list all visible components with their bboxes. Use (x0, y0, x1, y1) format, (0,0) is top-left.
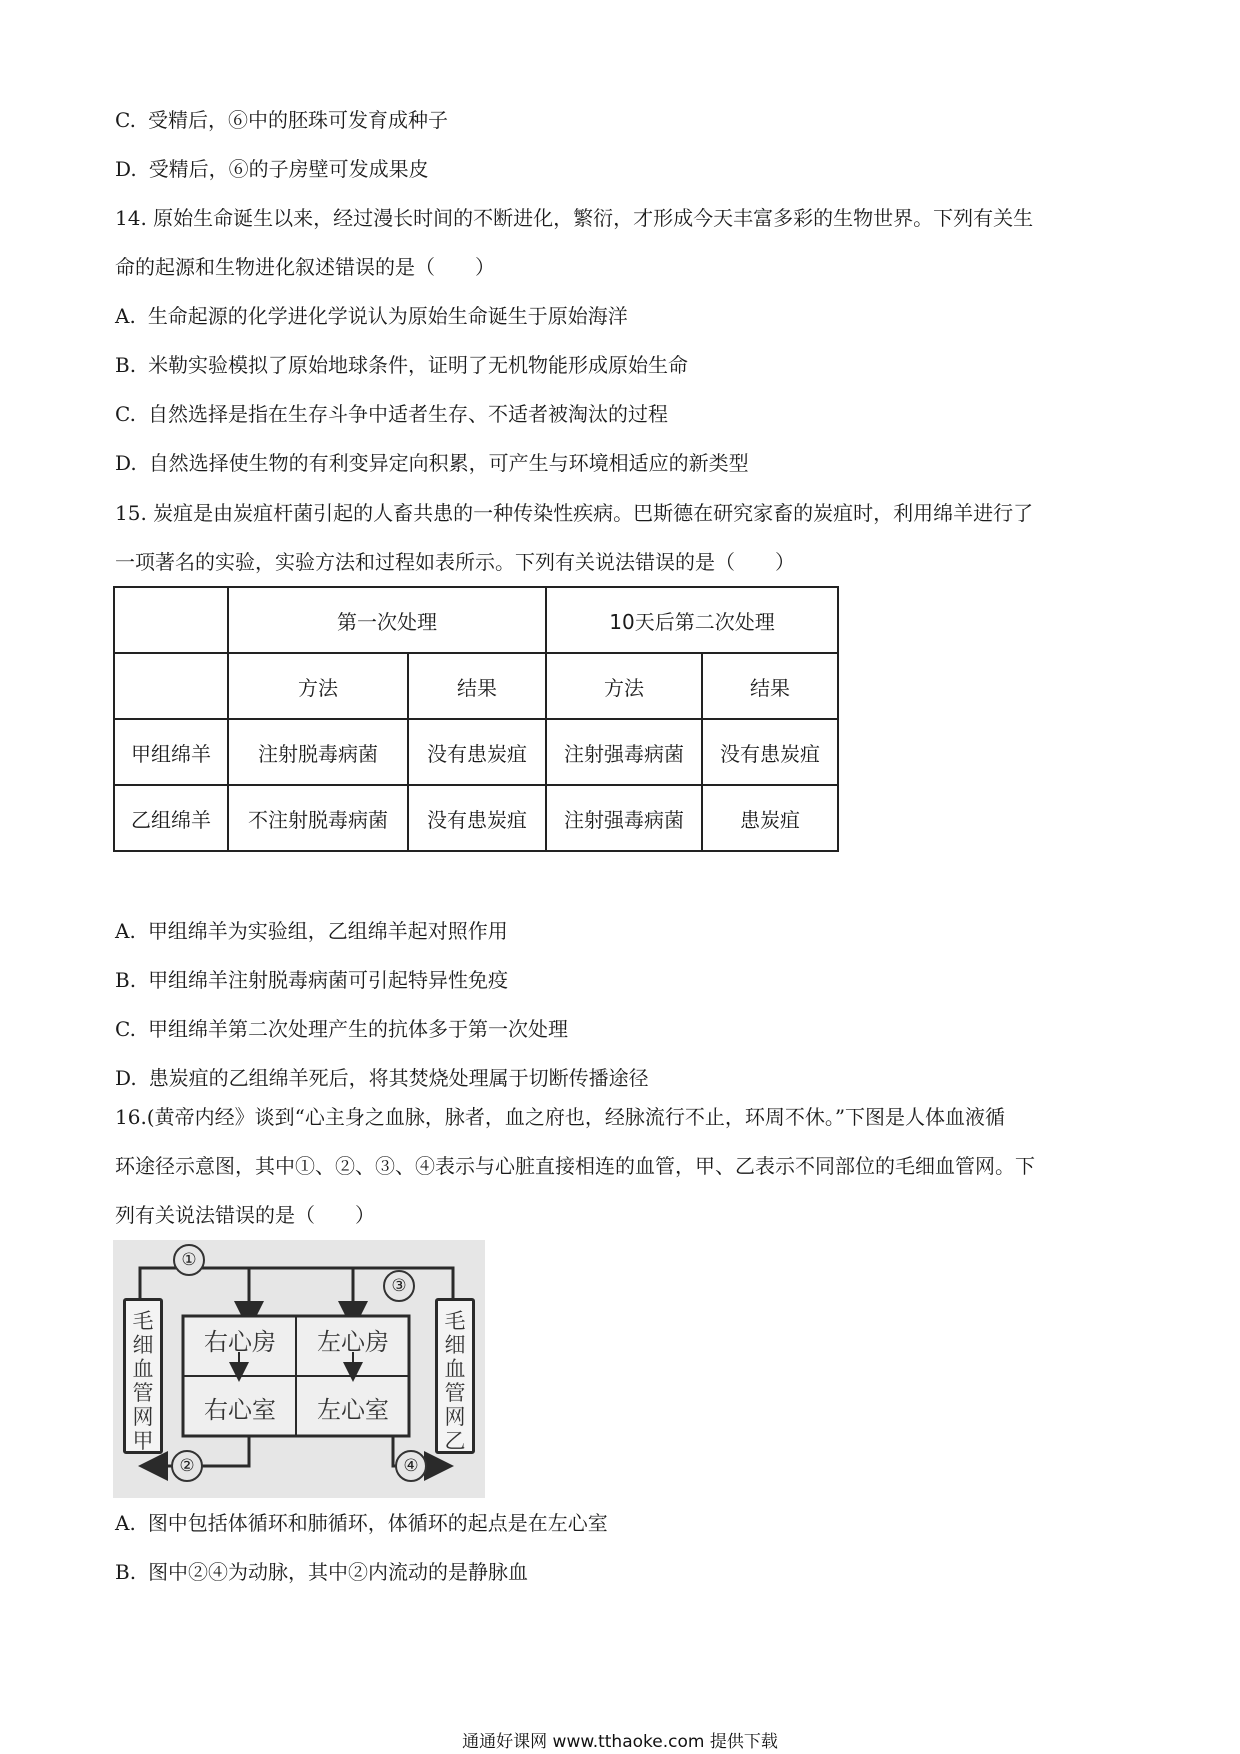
table-cell: 注射强毒病菌 (546, 719, 702, 785)
q16-stem: 16.(黄帝内经》谈到“心主身之血脉，脉者，血之府也，经脉流行不止，环周不休。”下图是人体血液循 (115, 1105, 1006, 1129)
q15-option-d: D. 患炭疽的乙组绵羊死后，将其焚烧处理属于切断传播途径 (115, 1066, 649, 1090)
table-header-first-treatment: 第一次处理 (228, 587, 546, 653)
capillary-network-right: 毛细血管网乙 (435, 1298, 475, 1454)
table-subheader-result: 结果 (702, 653, 838, 719)
circulation-lines (113, 1240, 485, 1498)
q14-option-c: C. 自然选择是指在生存斗争中适者生存、不适者被淘汰的过程 (115, 402, 668, 426)
q15-option-c: C. 甲组绵羊第二次处理产生的抗体多于第一次处理 (115, 1017, 568, 1041)
table-cell (114, 653, 228, 719)
table-cell: 乙组绵羊 (114, 785, 228, 851)
q14-option-b: B. 米勒实验模拟了原始地球条件，证明了无机物能形成原始生命 (115, 353, 689, 377)
table-subheader-result: 结果 (408, 653, 546, 719)
q14-option-a: A. 生命起源的化学进化学说认为原始生命诞生于原始海洋 (115, 304, 628, 328)
q14-stem-cont: 命的起源和生物进化叙述错误的是（ ） (115, 255, 495, 279)
q16-stem-cont: 环途径示意图，其中①、②、③、④表示与心脏直接相连的血管，甲、乙表示不同部位的毛细血管网。下 (115, 1154, 1035, 1178)
table-cell: 注射脱毒病菌 (228, 719, 408, 785)
capillary-network-left: 毛细血管网甲 (123, 1298, 163, 1454)
table-cell: 不注射脱毒病菌 (228, 785, 408, 851)
left-atrium-label: 左心房 (317, 1328, 389, 1356)
q15-option-b: B. 甲组绵羊注射脱毒病菌可引起特异性免疫 (115, 968, 509, 992)
q14-option-d: D. 自然选择使生物的有利变异定向积累，可产生与环境相适应的新类型 (115, 451, 749, 475)
table-cell: 没有患炭疽 (408, 719, 546, 785)
right-ventricle-label: 右心室 (204, 1396, 276, 1424)
q13-option-d: D. 受精后，⑥的子房壁可发成果皮 (115, 157, 429, 181)
q16-option-a: A. 图中包括体循环和肺循环，体循环的起点是在左心室 (115, 1511, 608, 1535)
table-row (114, 785, 838, 851)
q13-option-c: C. 受精后，⑥中的胚珠可发育成种子 (115, 108, 448, 132)
table-cell: 注射强毒病菌 (546, 785, 702, 851)
q15-option-a: A. 甲组绵羊为实验组，乙组绵羊起对照作用 (115, 919, 508, 943)
right-atrium-label: 右心房 (204, 1328, 276, 1356)
experiment-table (113, 586, 839, 852)
q15-stem: 15. 炭疽是由炭疽杆菌引起的人畜共患的一种传染性疾病。巴斯德在研究家畜的炭疽时，利用绵羊进行了 (115, 501, 1034, 525)
table-cell: 没有患炭疽 (408, 785, 546, 851)
left-ventricle-label: 左心室 (317, 1396, 389, 1424)
q14-stem: 14. 原始生命诞生以来，经过漫长时间的不断进化，繁衍，才形成今天丰富多彩的生物世界。下列有关生 (115, 206, 1034, 230)
table-header-row (114, 587, 838, 653)
page-footer: 通通好课网 www.tthaoke.com 提供下载 (462, 1732, 778, 1752)
q15-stem-cont: 一项著名的实验，实验方法和过程如表所示。下列有关说法错误的是（ ） (115, 550, 795, 574)
table-cell: 没有患炭疽 (702, 719, 838, 785)
table-cell: 甲组绵羊 (114, 719, 228, 785)
table-subheader-method: 方法 (546, 653, 702, 719)
q16-stem-cont2: 列有关说法错误的是（ ） (115, 1203, 375, 1227)
vessel-1-label: ① (173, 1244, 205, 1276)
vessel-2-label: ② (171, 1450, 203, 1482)
vessel-4-label: ④ (395, 1450, 427, 1482)
table-subheader-method: 方法 (228, 653, 408, 719)
vessel-3-label: ③ (383, 1270, 415, 1302)
table-subheader-row (114, 653, 838, 719)
table-corner-cell (114, 587, 228, 653)
table-header-second-treatment: 10天后第二次处理 (546, 587, 838, 653)
table-cell: 患炭疽 (702, 785, 838, 851)
q16-option-b: B. 图中②④为动脉，其中②内流动的是静脉血 (115, 1560, 529, 1584)
blood-circulation-diagram (113, 1240, 485, 1498)
table-row (114, 719, 838, 785)
